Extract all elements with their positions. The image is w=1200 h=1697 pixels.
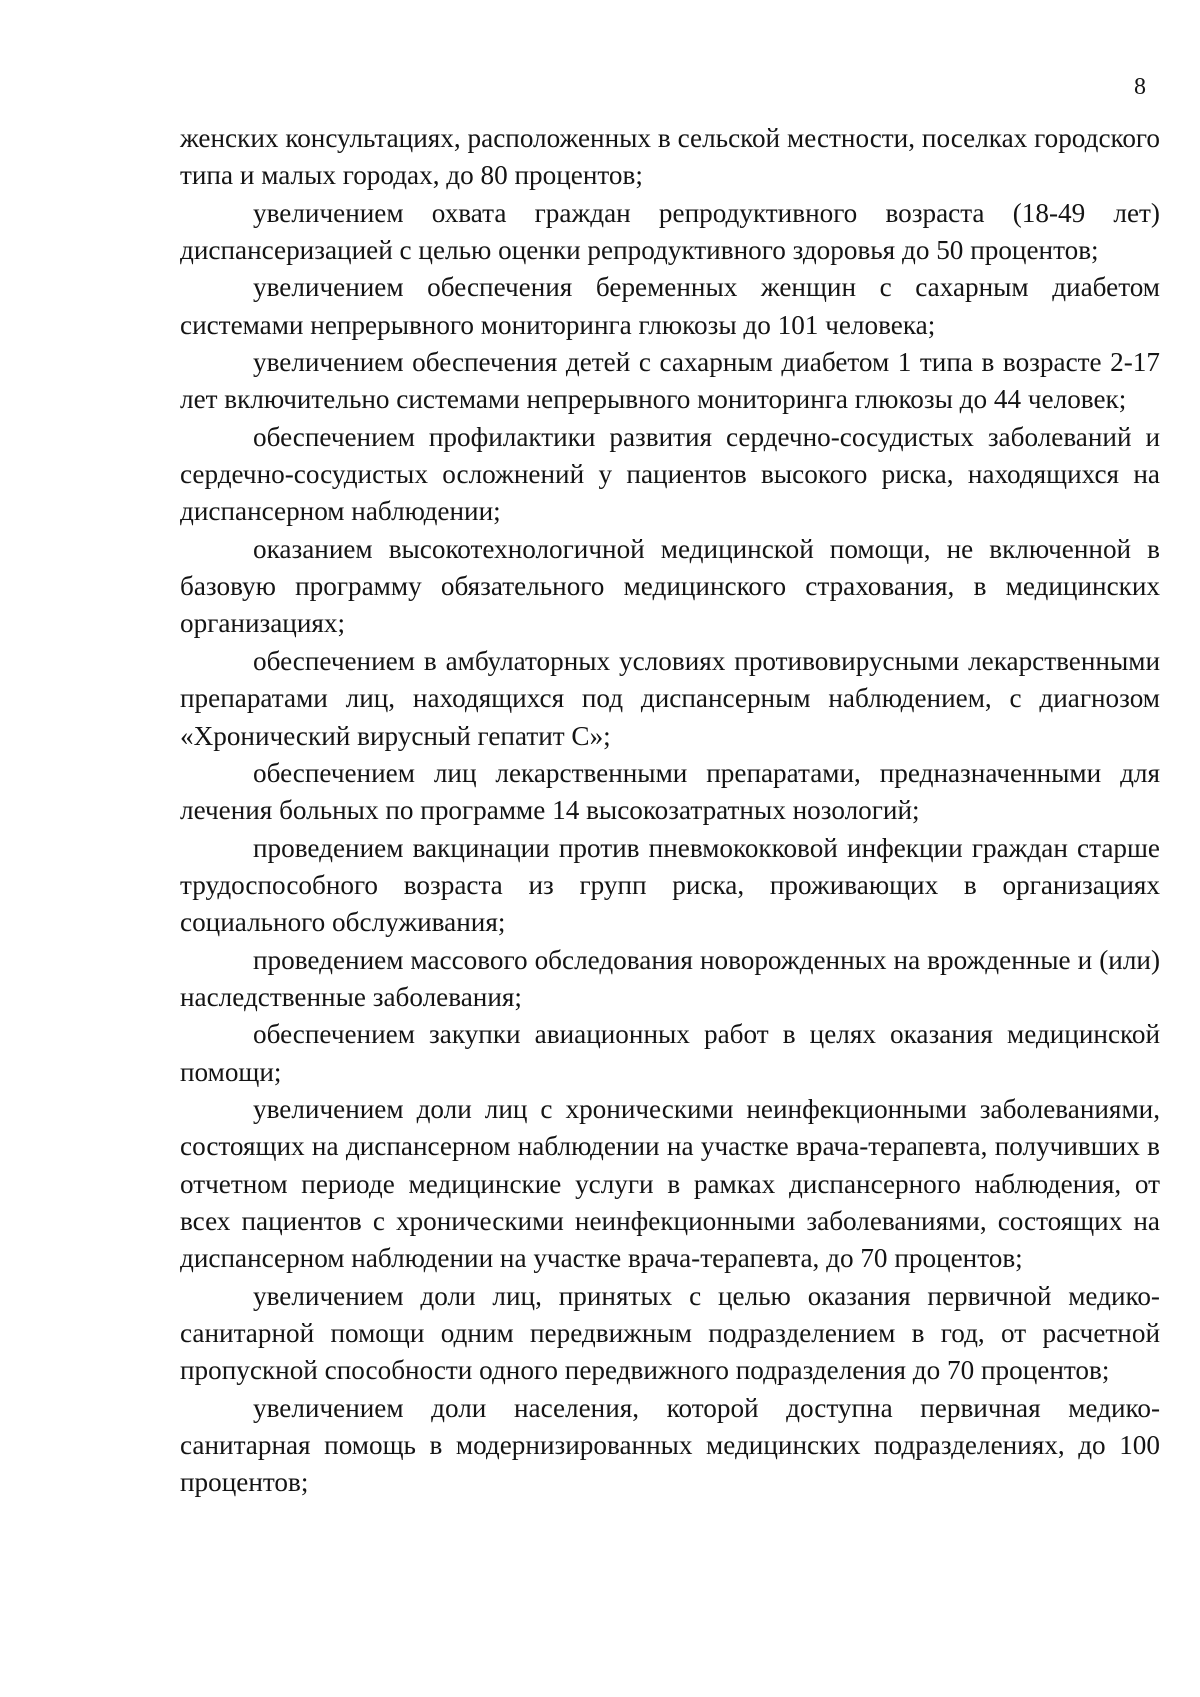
paragraph: обеспечением профилактики развития сердечно-сосудистых заболеваний и сердечно-сосудистых осложнений у пациентов высокого риска, находящихся на диспансерном наблюдении; xyxy=(180,421,1160,527)
paragraph: обеспечением закупки авиационных работ в целях оказания медицинской помощи; xyxy=(180,1019,1160,1087)
paragraph: увеличением доли населения, которой доступна первичная медико-санитарная помощь в модернизированных медицинских подразделениях, до 100 процентов; xyxy=(180,1392,1160,1498)
paragraph: увеличением обеспечения детей с сахарным диабетом 1 типа в возрасте 2-17 лет включительно системами непрерывного мониторинга глюкозы до 44 человек; xyxy=(180,347,1160,415)
paragraph: оказанием высокотехнологичной медицинской помощи, не включенной в базовую программу обязательного медицинского страхования, в медицинских организациях; xyxy=(180,533,1160,639)
paragraph: обеспечением лиц лекарственными препаратами, предназначенными для лечения больных по программе 14 высокозатратных нозологий; xyxy=(180,757,1160,826)
paragraph: увеличением обеспечения беременных женщин с сахарным диабетом системами непрерывного мониторинга глюкозы до 101 человека; xyxy=(180,272,1160,340)
paragraph: увеличением доли лиц, принятых с целью оказания первичной медико-санитарной помощи одним передвижным подразделением в год, от расчетной пропускной способности одного передвижного подразделения до 70 процентов; xyxy=(180,1280,1160,1386)
paragraph: проведением массового обследования новорожденных на врожденные и (или) наследственные заболевания; xyxy=(180,944,1160,1012)
document-body xyxy=(180,120,1160,1502)
paragraph: увеличением доли лиц с хроническими неинфекционными заболеваниями, состоящих на диспансерном наблюдении на участке врача-терапевта, получивших в отчетном периоде медицинские услуги в рамках диспансерного наблюдения, от всех пациентов с хроническими неинфекционными заболеваниями, состоящих на диспансерном наблюдении на участке врача-терапевта, до 70 процентов; xyxy=(180,1093,1160,1274)
paragraph: увеличением охвата граждан репродуктивного возраста (18-49 лет) диспансеризацией с целью оценки репродуктивного здоровья до 50 процентов; xyxy=(180,197,1160,266)
paragraph-continuation: женских консультациях, расположенных в сельской местности, поселках городского типа и малых городах, до 80 процентов; xyxy=(180,123,1160,191)
paragraph: обеспечением в амбулаторных условиях противовирусными лекарственными препаратами лиц, находящихся под диспансерным наблюдением, с диагнозом «Хронический вирусный гепатит С»; xyxy=(180,645,1160,751)
page-number: 8 xyxy=(1134,74,1146,100)
paragraph: проведением вакцинации против пневмококковой инфекции граждан старше трудоспособного возраста из групп риска, проживающих в организациях социального обслуживания; xyxy=(180,832,1160,938)
